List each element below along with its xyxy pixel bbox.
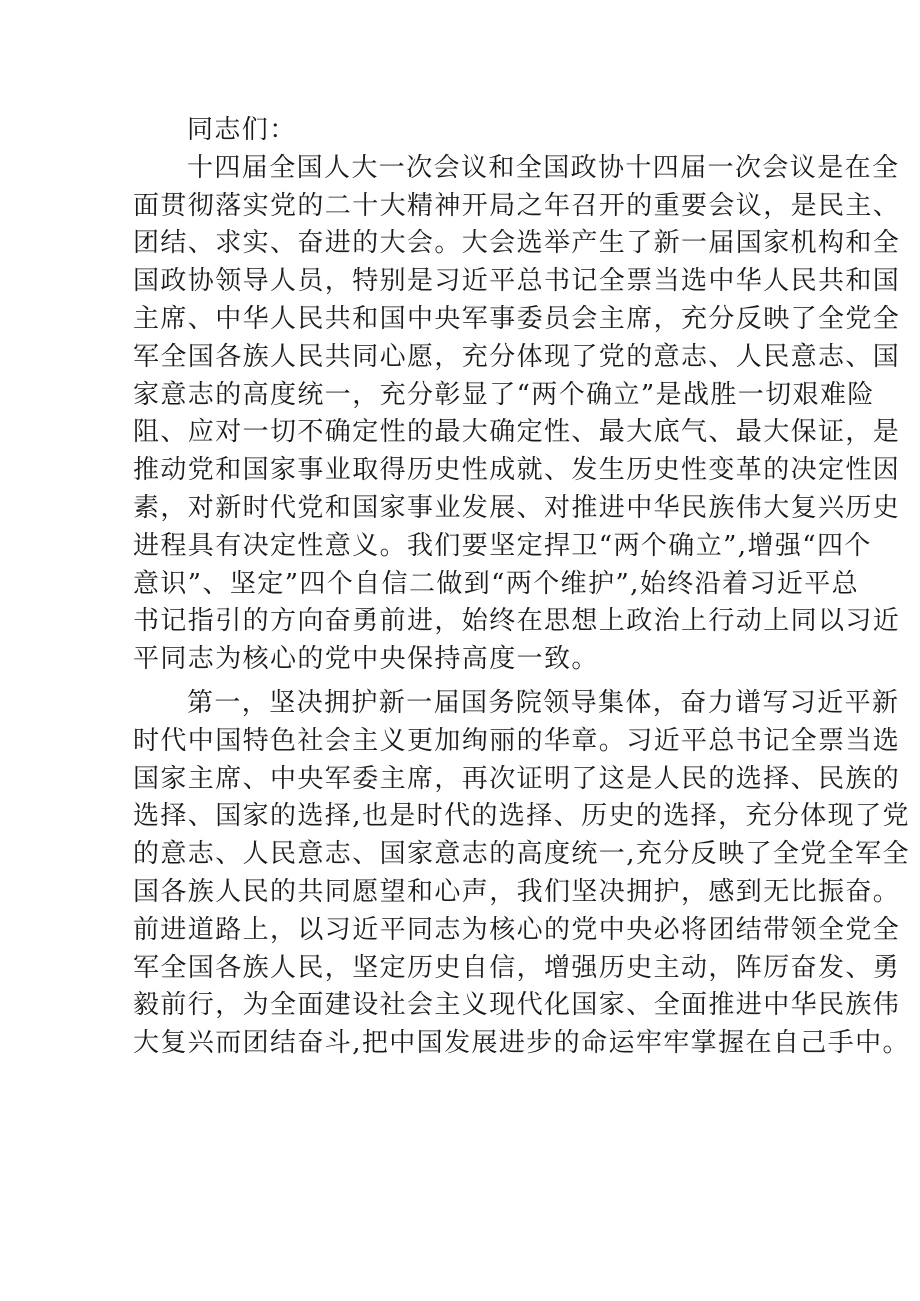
paragraph-line: 素，对新时代党和国家事业发展、对推进中华民族伟大复兴历史: [133, 492, 901, 523]
paragraph-line: 时代中国特色社会主义更加绚丽的华章。习近平总书记全票当选: [133, 725, 901, 756]
paragraph-line: 国家主席、中央军委主席，再次证明了这是人民的选择、民族的: [133, 763, 901, 794]
paragraph-line: 阻、应对一切不确定性的最大确定性、最大底气、最大保证，是: [133, 417, 901, 448]
paragraph-line: 平同志为核心的党中央保持高度一致。: [133, 644, 599, 675]
paragraph-line: 主席、中华人民共和国中央军事委员会主席，充分反映了全党全: [133, 303, 901, 334]
paragraph-line: 第一，坚决拥护新一届国务院领导集体，奋力谱写习近平新: [187, 687, 900, 718]
paragraph-1: [133, 150, 901, 679]
paragraph-line: 书记指引的方向奋勇前进，始终在思想上政治上行动上同以习近: [133, 606, 901, 637]
paragraph-line: 意识”、坚定”四个自信二做到“两个维护”,始终沿着习近平总: [133, 568, 860, 599]
paragraph-line: 国政协领导人员，特别是习近平总书记全票当选中华人民共和国: [133, 266, 901, 297]
paragraph-line: 家意志的高度统一，充分彰显了“两个确立”是战胜一切艰难险: [133, 379, 875, 410]
paragraph-line: 军全国各族人民，坚定历史自信，增强历史主动，阵厉奋发、勇: [133, 952, 901, 983]
paragraph-line: 国各族人民的共同愿望和心声，我们坚决拥护，感到无比振奋。: [133, 876, 901, 907]
salutation: 同志们：: [187, 115, 297, 145]
paragraph-line: 军全国各族人民共同心愿，充分体现了党的意志、人民意志、国: [133, 341, 901, 372]
paragraph-line: 十四届全国人大一次会议和全国政协十四届一次会议是在全: [187, 152, 900, 183]
paragraph-line: 前进道路上，以习近平同志为核心的党中央必将团结带领全党全: [133, 914, 901, 945]
paragraph-line: 的意志、人民意志、国家意志的高度统一,充分反映了全党全军全: [133, 839, 910, 870]
paragraph-line: 选择、国家的选择,也是时代的选择、历史的选择，充分体现了党: [133, 801, 910, 832]
paragraph-2: [133, 685, 910, 1063]
paragraph-line: 团结、求实、奋进的大会。大会选举产生了新一届国家机构和全: [133, 228, 901, 259]
paragraph-line: 大复兴而团结奋斗,把中国发展进步的命运牢牢掌握在自己手中。: [133, 1028, 910, 1059]
paragraph-line: 推动党和国家事业取得历史性成就、发生历史性变革的决定性因: [133, 455, 901, 486]
document-body: [133, 112, 910, 1063]
paragraph-line: 进程具有决定性意义。我们要坚定捍卫“两个确立”,增强“四个: [133, 530, 872, 561]
paragraph-line: 面贯彻落实党的二十大精神开局之年召开的重要会议，是民主、: [133, 190, 901, 221]
paragraph-line: 毅前行，为全面建设社会主义现代化国家、全面推进中华民族伟: [133, 990, 901, 1021]
